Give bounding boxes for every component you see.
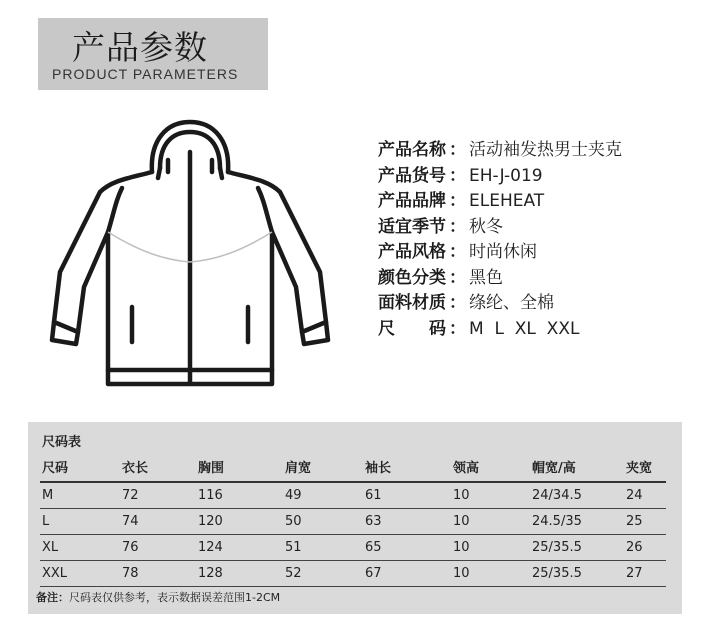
table-cell: 49 [285, 488, 302, 503]
size-chart-note [36, 589, 280, 605]
header-banner [38, 18, 268, 90]
table-cell: 63 [365, 514, 382, 529]
param-row [378, 138, 622, 164]
param-colon: ： [449, 293, 466, 313]
table-cell: 10 [453, 488, 470, 503]
table-cell: 25/35.5 [532, 566, 582, 581]
table-header-cell: 夹宽 [626, 461, 653, 476]
param-label: 产品品牌 [378, 191, 446, 211]
param-value: M L XL XXL [469, 318, 580, 339]
table-cell: 78 [122, 566, 139, 581]
table-cell: 26 [626, 540, 643, 555]
table-cell: 61 [365, 488, 382, 503]
param-label: 尺 码 [378, 318, 446, 339]
table-cell: 10 [453, 566, 470, 581]
param-row [378, 266, 622, 292]
table-cell: 120 [198, 514, 223, 529]
param-row [378, 164, 622, 190]
param-value: 时尚休闲 [469, 242, 537, 262]
param-label: 面料材质 [378, 293, 446, 313]
param-value: 绦纶、全棉 [469, 293, 554, 313]
param-value: 秋冬 [469, 216, 503, 237]
param-label: 颜色分类 [378, 267, 446, 288]
param-row [378, 291, 622, 317]
param-colon: ： [449, 242, 466, 262]
table-cell: 116 [198, 488, 223, 503]
header-title-cn: 产品参数 [72, 28, 208, 67]
param-value: 黑色 [469, 267, 503, 288]
param-label: 适宜季节 [378, 216, 446, 237]
size-chart-title: 尺码表 [42, 435, 82, 450]
jacket-outline-icon [40, 112, 340, 392]
table-cell: 52 [285, 566, 302, 581]
param-row [378, 215, 622, 241]
table-cell: 25 [626, 514, 643, 529]
size-table [40, 456, 666, 587]
param-row [378, 189, 622, 215]
table-cell: 24.5/35 [532, 514, 582, 529]
table-cell: 65 [365, 540, 382, 555]
table-cell: 25/35.5 [532, 540, 582, 555]
param-row [378, 240, 622, 266]
table-cell: 27 [626, 566, 643, 581]
param-label: 产品名称 [378, 140, 446, 160]
table-cell: 24/34.5 [532, 488, 582, 503]
table-cell: 74 [122, 514, 139, 529]
param-colon: ： [449, 318, 466, 339]
table-header-cell: 衣长 [122, 461, 149, 476]
table-cell: 10 [453, 514, 470, 529]
table-row [40, 483, 666, 509]
param-value: EH-J-019 [469, 165, 543, 186]
note-text: 尺码表仅供参考，表示数据误差范围1-2CM [69, 591, 281, 604]
product-params [378, 138, 622, 342]
table-cell: 67 [365, 566, 382, 581]
table-cell: 51 [285, 540, 302, 555]
param-row [378, 317, 622, 343]
param-colon: ： [449, 267, 466, 288]
table-header-cell: 帽宽/高 [532, 461, 576, 476]
table-cell: 10 [453, 540, 470, 555]
header-title-en: PRODUCT PARAMETERS [52, 66, 239, 82]
table-cell: 50 [285, 514, 302, 529]
table-header-row [40, 456, 666, 483]
param-colon: ： [449, 216, 466, 237]
table-row [40, 535, 666, 561]
table-header-cell: 领高 [453, 461, 480, 476]
table-cell: L [42, 514, 50, 529]
table-cell: XL [42, 540, 59, 555]
table-cell: 124 [198, 540, 223, 555]
param-label: 产品货号 [378, 165, 446, 186]
table-cell: 76 [122, 540, 139, 555]
param-colon: ： [449, 191, 466, 211]
table-cell: 72 [122, 488, 139, 503]
table-header-cell: 袖长 [365, 461, 392, 476]
table-header-cell: 胸围 [198, 461, 225, 476]
param-value: ELEHEAT [469, 191, 545, 211]
table-row [40, 509, 666, 535]
param-value: 活动袖发热男士夹克 [469, 140, 622, 160]
param-colon: ： [449, 140, 466, 160]
table-header-cell: 尺码 [42, 461, 69, 476]
param-label: 产品风格 [378, 242, 446, 262]
table-cell: 128 [198, 566, 223, 581]
table-header-cell: 肩宽 [285, 461, 312, 476]
table-row [40, 561, 666, 587]
table-cell: XXL [42, 566, 68, 581]
note-label: 备注： [36, 591, 69, 604]
size-chart [28, 422, 682, 614]
table-cell: M [42, 488, 54, 503]
table-cell: 24 [626, 488, 643, 503]
param-colon: ： [449, 165, 466, 186]
